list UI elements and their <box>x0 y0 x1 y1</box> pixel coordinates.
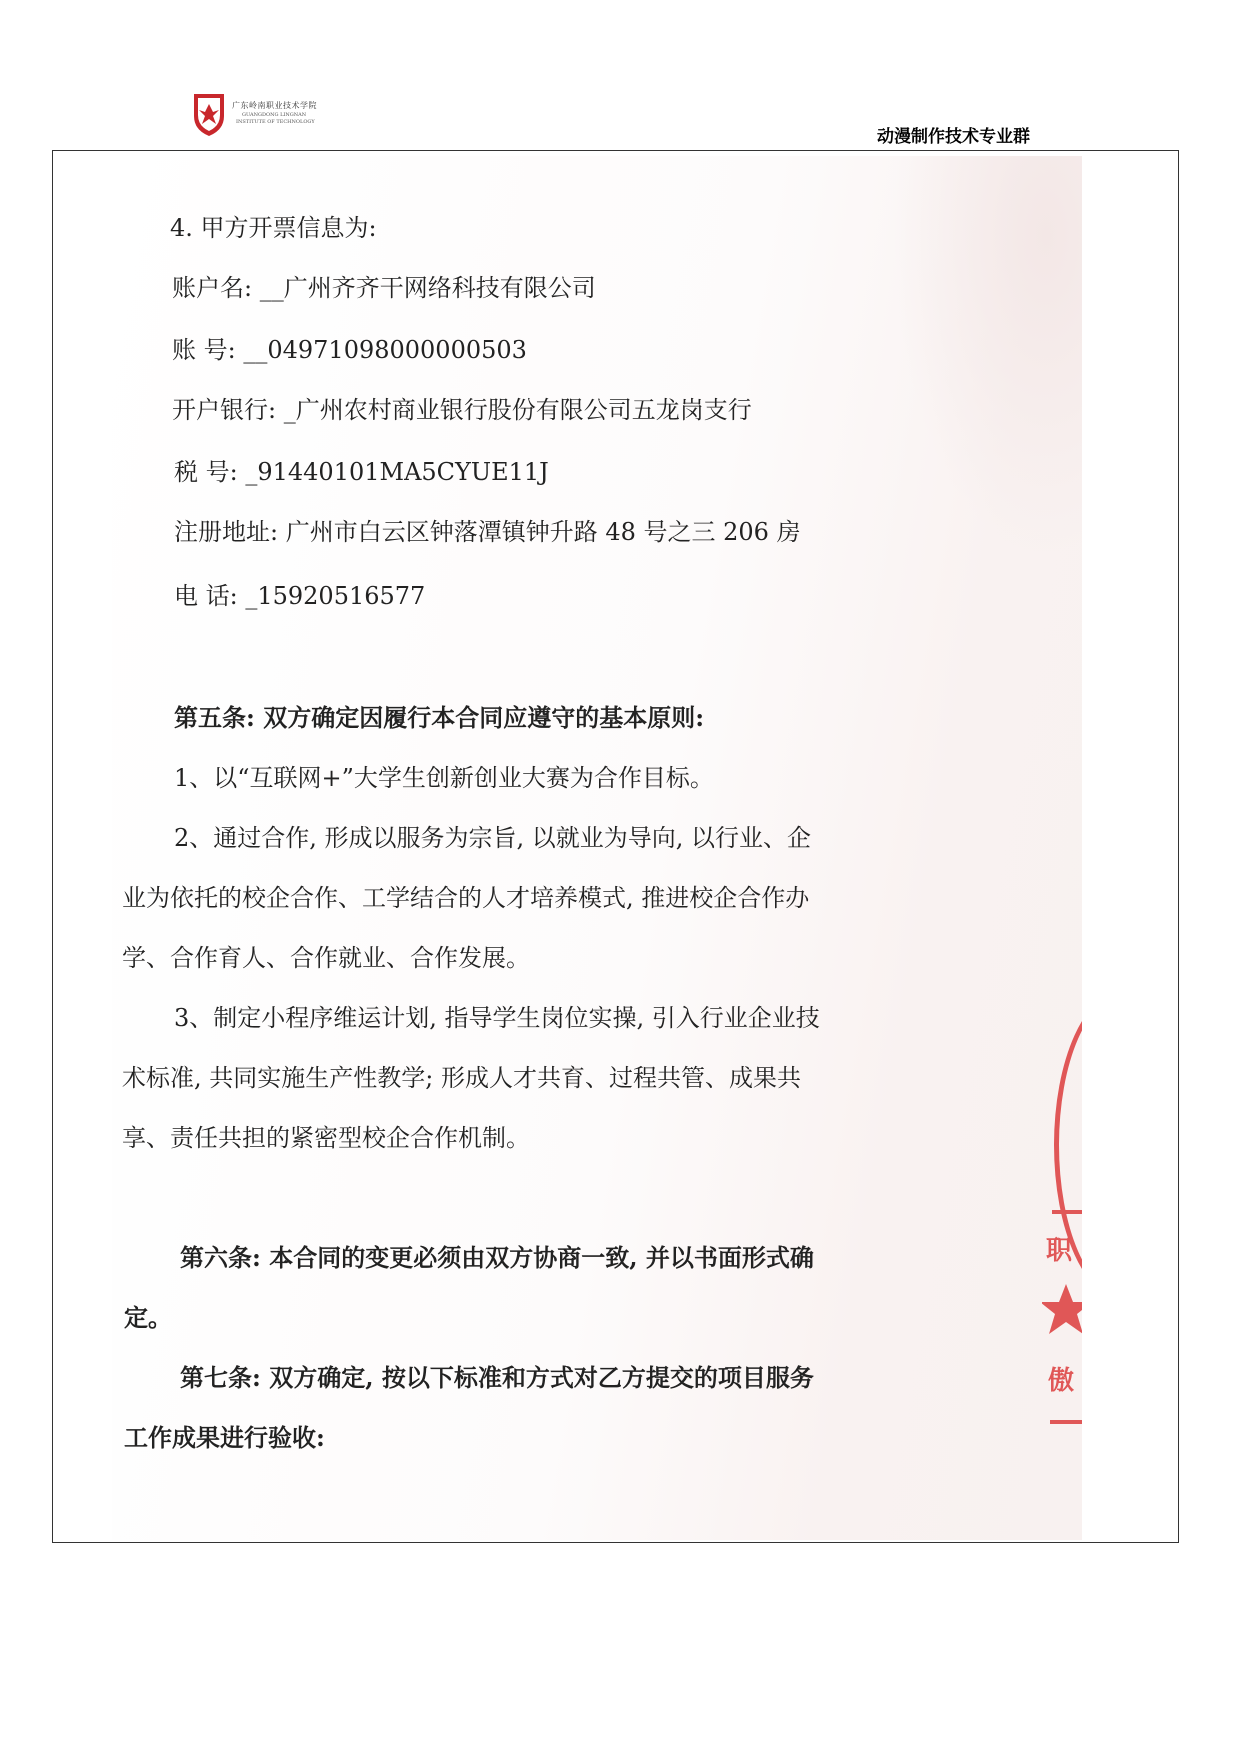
item4-title: 4. 甲方开票信息为: <box>170 214 377 242</box>
article5-point3-line1: 3、制定小程序维运计划, 指导学生岗位实操, 引入行业企业技 <box>174 1004 820 1032</box>
scan-glare <box>892 156 1082 556</box>
article7-line2: 工作成果进行验收: <box>124 1423 325 1452</box>
article5-point2-line1: 2、通过合作, 形成以服务为宗旨, 以就业为导向, 以行业、企 <box>174 824 812 852</box>
article5-point3-line2: 术标准, 共同实施生产性教学; 形成人才共育、过程共管、成果共 <box>122 1064 801 1092</box>
account-number-line: 账 号: __04971098000000503 <box>172 336 527 364</box>
seal-bar-bottom <box>1050 1420 1082 1424</box>
account-name-line: 账户名: __广州齐齐干网络科技有限公司 <box>172 274 596 302</box>
article7-line1: 第七条: 双方确定, 按以下标准和方式对乙方提交的项目服务 <box>180 1363 814 1392</box>
seal-bar-top <box>1052 1210 1082 1214</box>
school-name-en-1: GUANGDONG LINGNAN <box>242 112 307 118</box>
red-seal <box>1042 960 1082 1440</box>
phone-line: 电 话: _15920516577 <box>174 582 426 610</box>
article6-line1: 第六条: 本合同的变更必须由双方协商一致, 并以书面形式确 <box>180 1243 814 1272</box>
article5-point3-line3: 享、责任共担的紧密型校企合作机制。 <box>122 1124 530 1152</box>
article5-point2-line3: 学、合作育人、合作就业、合作发展。 <box>122 944 530 972</box>
college-logo <box>192 92 352 142</box>
article6-line2: 定。 <box>124 1303 172 1332</box>
address-line: 注册地址: 广州市白云区钟落潭镇钟升路 48 号之三 206 房 <box>174 518 801 546</box>
star-icon <box>1042 1280 1082 1340</box>
seal-char-2: 傲 <box>1048 1366 1075 1396</box>
article5-point2-line2: 业为依托的校企合作、工学结合的人才培养模式, 推进校企合作办 <box>122 884 810 912</box>
article5-point1: 1、以“互联网+”大学生创新创业大赛为合作目标。 <box>174 764 714 792</box>
article5-title: 第五条: 双方确定因履行本合同应遵守的基本原则: <box>174 703 705 732</box>
school-name-en-2: INSTITUTE OF TECHNOLOGY <box>236 119 315 125</box>
tax-number-line: 税 号: _91440101MA5CYUE11J <box>174 458 549 486</box>
specialty-group-label: 动漫制作技术专业群 <box>877 127 1030 147</box>
school-name-cn: 广东岭南职业技术学院 <box>232 101 317 110</box>
seal-char-1: 职 <box>1046 1236 1073 1266</box>
bank-line: 开户银行: _广州农村商业银行股份有限公司五龙岗支行 <box>172 396 752 424</box>
college-shield-icon <box>192 92 226 138</box>
